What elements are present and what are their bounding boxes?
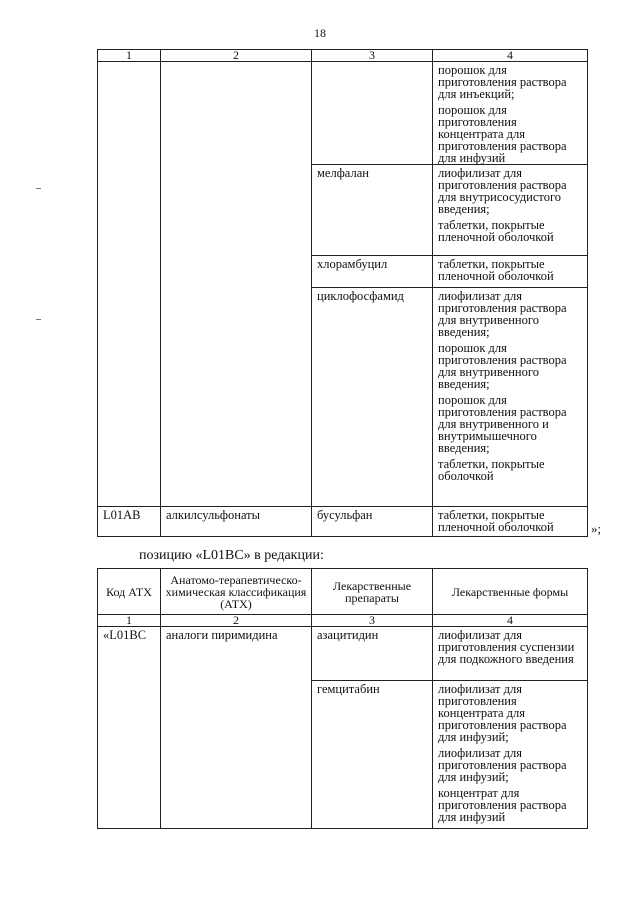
classification-cell: аналоги пиримидина [161,627,312,829]
column-title: Лекарственные препараты [312,569,433,615]
forms-cell [433,62,588,165]
drug-cell: хлорамбуцил [312,256,433,288]
margin-mark [36,319,41,320]
classification-cell [161,62,312,507]
drug-cell: азацитидин [312,627,433,681]
column-number: 1 [98,50,161,62]
dosage-form: концентрат для приготовления раствора для инфузий [438,786,567,824]
column-number: 3 [312,615,433,627]
atc-code-cell: L01AB [98,507,161,537]
table-row [98,627,588,681]
dosage-form: таблетки, покрытые пленочной оболочкой [438,218,554,244]
table-row [98,62,588,165]
dosage-form: лиофилизат для приготовления суспензии для подкожного введения [438,628,575,666]
column-title: Анатомо-терапевтическо-химическая классификация (АТХ) [161,569,312,615]
dosage-form: таблетки, покрытые пленочной оболочкой [438,508,554,534]
atc-code-cell: «L01BC [98,627,161,829]
dosage-form: таблетки, покрытые пленочной оболочкой [438,257,554,283]
column-number: 4 [433,50,588,62]
forms-cell [433,681,588,829]
drug-cell [312,62,433,165]
column-number-row [98,50,588,62]
table-continuation [97,49,588,537]
atc-code-cell [98,62,161,507]
column-number: 2 [161,615,312,627]
forms-cell [433,288,588,507]
forms-cell [433,507,588,537]
table-row [98,507,588,537]
forms-cell [433,165,588,256]
drug-cell: бусульфан [312,507,433,537]
column-number: 1 [98,615,161,627]
column-number: 3 [312,50,433,62]
dosage-form: лиофилизат для приготовления раствора для внутрисосудистого введения; [438,166,567,216]
column-title: Лекарственные формы [433,569,588,615]
dosage-form: порошок для приготовления раствора для инъекций; [438,63,567,101]
dosage-form: таблетки, покрытые оболочкой [438,457,545,483]
table-new-position [97,568,588,829]
forms-cell [433,627,588,681]
drug-cell: мелфалан [312,165,433,256]
margin-mark [36,188,41,189]
closing-quote: »; [591,521,602,536]
drug-cell: гемцитабин [312,681,433,829]
dosage-form: лиофилизат для приготовления концентрата для приготовления раствора для инфузий; [438,682,567,744]
page-number: 18 [314,26,326,40]
drug-cell: циклофосфамид [312,288,433,507]
column-title: Код АТХ [98,569,161,615]
dosage-form: лиофилизат для приготовления раствора для инфузий; [438,746,567,784]
column-number: 2 [161,50,312,62]
dosage-form: порошок для приготовления раствора для внутривенного и внутримышечного введения; [438,393,567,455]
column-title-row [98,569,588,615]
dosage-form: порошок для приготовления раствора для внутривенного введения; [438,341,567,391]
dosage-form: лиофилизат для приготовления раствора для внутривенного введения; [438,289,567,339]
dosage-form: порошок для приготовления концентрата для приготовления раствора для инфузий [438,103,567,165]
classification-cell: алкилсульфонаты [161,507,312,537]
column-number: 4 [433,615,588,627]
forms-cell [433,256,588,288]
column-number-row [98,615,588,627]
amendment-text: позицию «L01BC» в редакции: [139,548,324,563]
